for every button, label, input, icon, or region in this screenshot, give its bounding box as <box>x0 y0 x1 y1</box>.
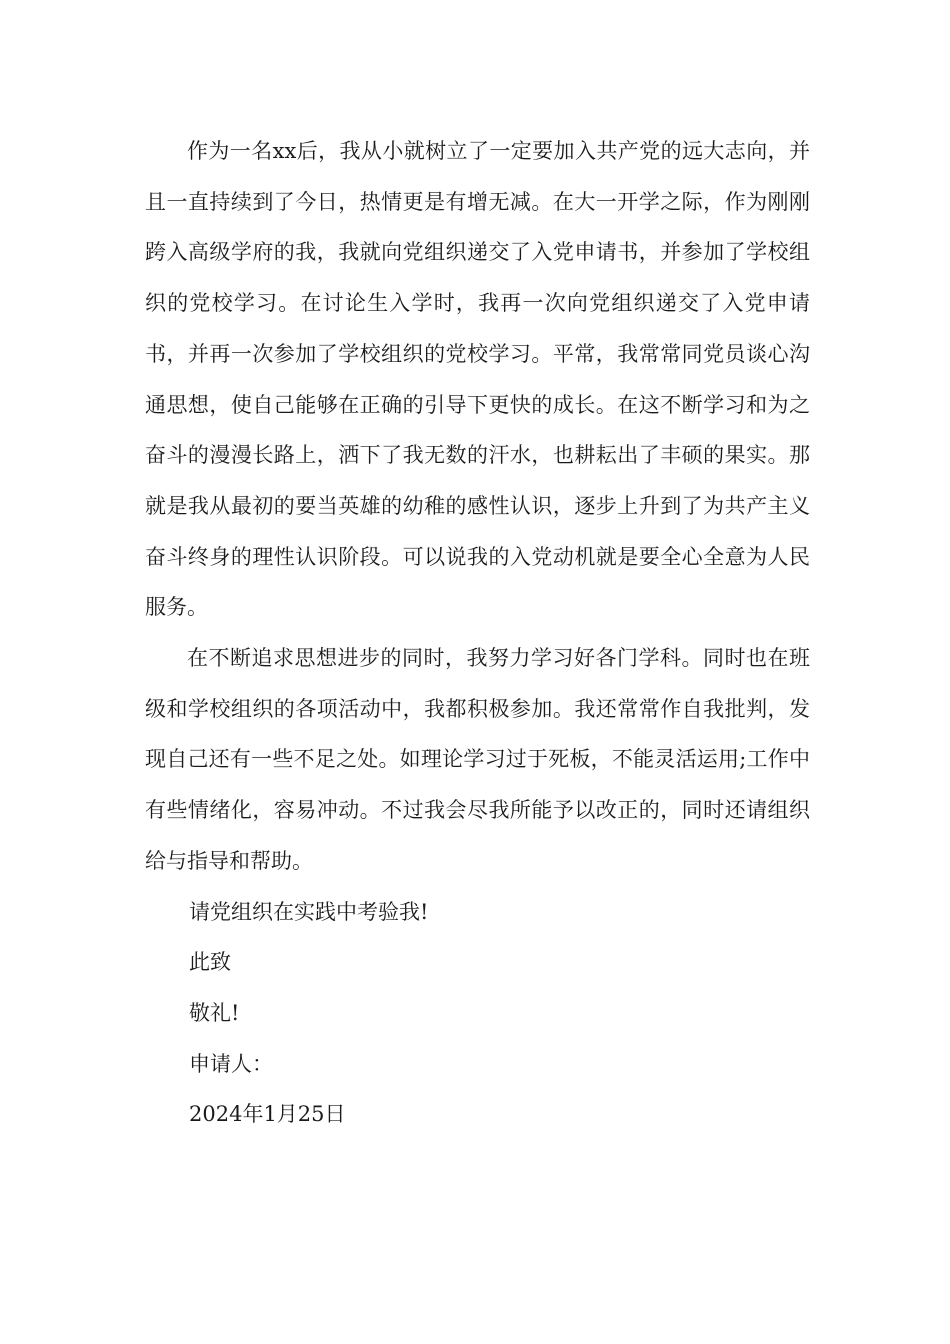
paragraph-motivation: 作为一名xx后，我从小就树立了一定要加入共产党的远大志向，并且一直持续到了今日，热情更是有增无减。在大一开学之际，作为刚刚跨入高级学府的我，我就向党组织递交了入党申请书，并参加了学校组织的党校学习。在讨论生入学时，我再一次向党组织递交了入党申请书，并再一次参加了学校组织的党校学习。平常，我常常同党员谈心沟通思想，使自己能够在正确的引导下更快的成长。在这不断学习和为之奋斗的漫漫长路上，洒下了我无数的汗水，也耕耘出了丰硕的果实。那就是我从最初的要当英雄的幼稚的感性认识，逐步上升到了为共产主义奋斗终身的理性认识阶段。可以说我的入党动机就是要全心全意为人民服务。 <box>145 139 810 620</box>
letter-date: 2024年1月25日 <box>189 1102 346 1127</box>
respect-line: 敬礼! <box>189 1000 240 1025</box>
applicant-label: 申请人： <box>189 1051 273 1076</box>
letter-body <box>145 126 810 1140</box>
salutation: 此致 <box>189 950 231 975</box>
paragraph-study: 在不断追求思想进步的同时，我努力学习好各门学科。同时也在班级和学校组织的各项活动中，我都积极参加。我还常常作自我批判，发现自己还有一些不足之处。如理论学习过于死板，不能灵活运用;工作中有些情绪化，容易冲动。不过我会尽我所能予以改正的，同时还请组织给与指导和帮助。 <box>145 646 810 873</box>
closing-request: 请党组织在实践中考验我! <box>189 899 429 924</box>
